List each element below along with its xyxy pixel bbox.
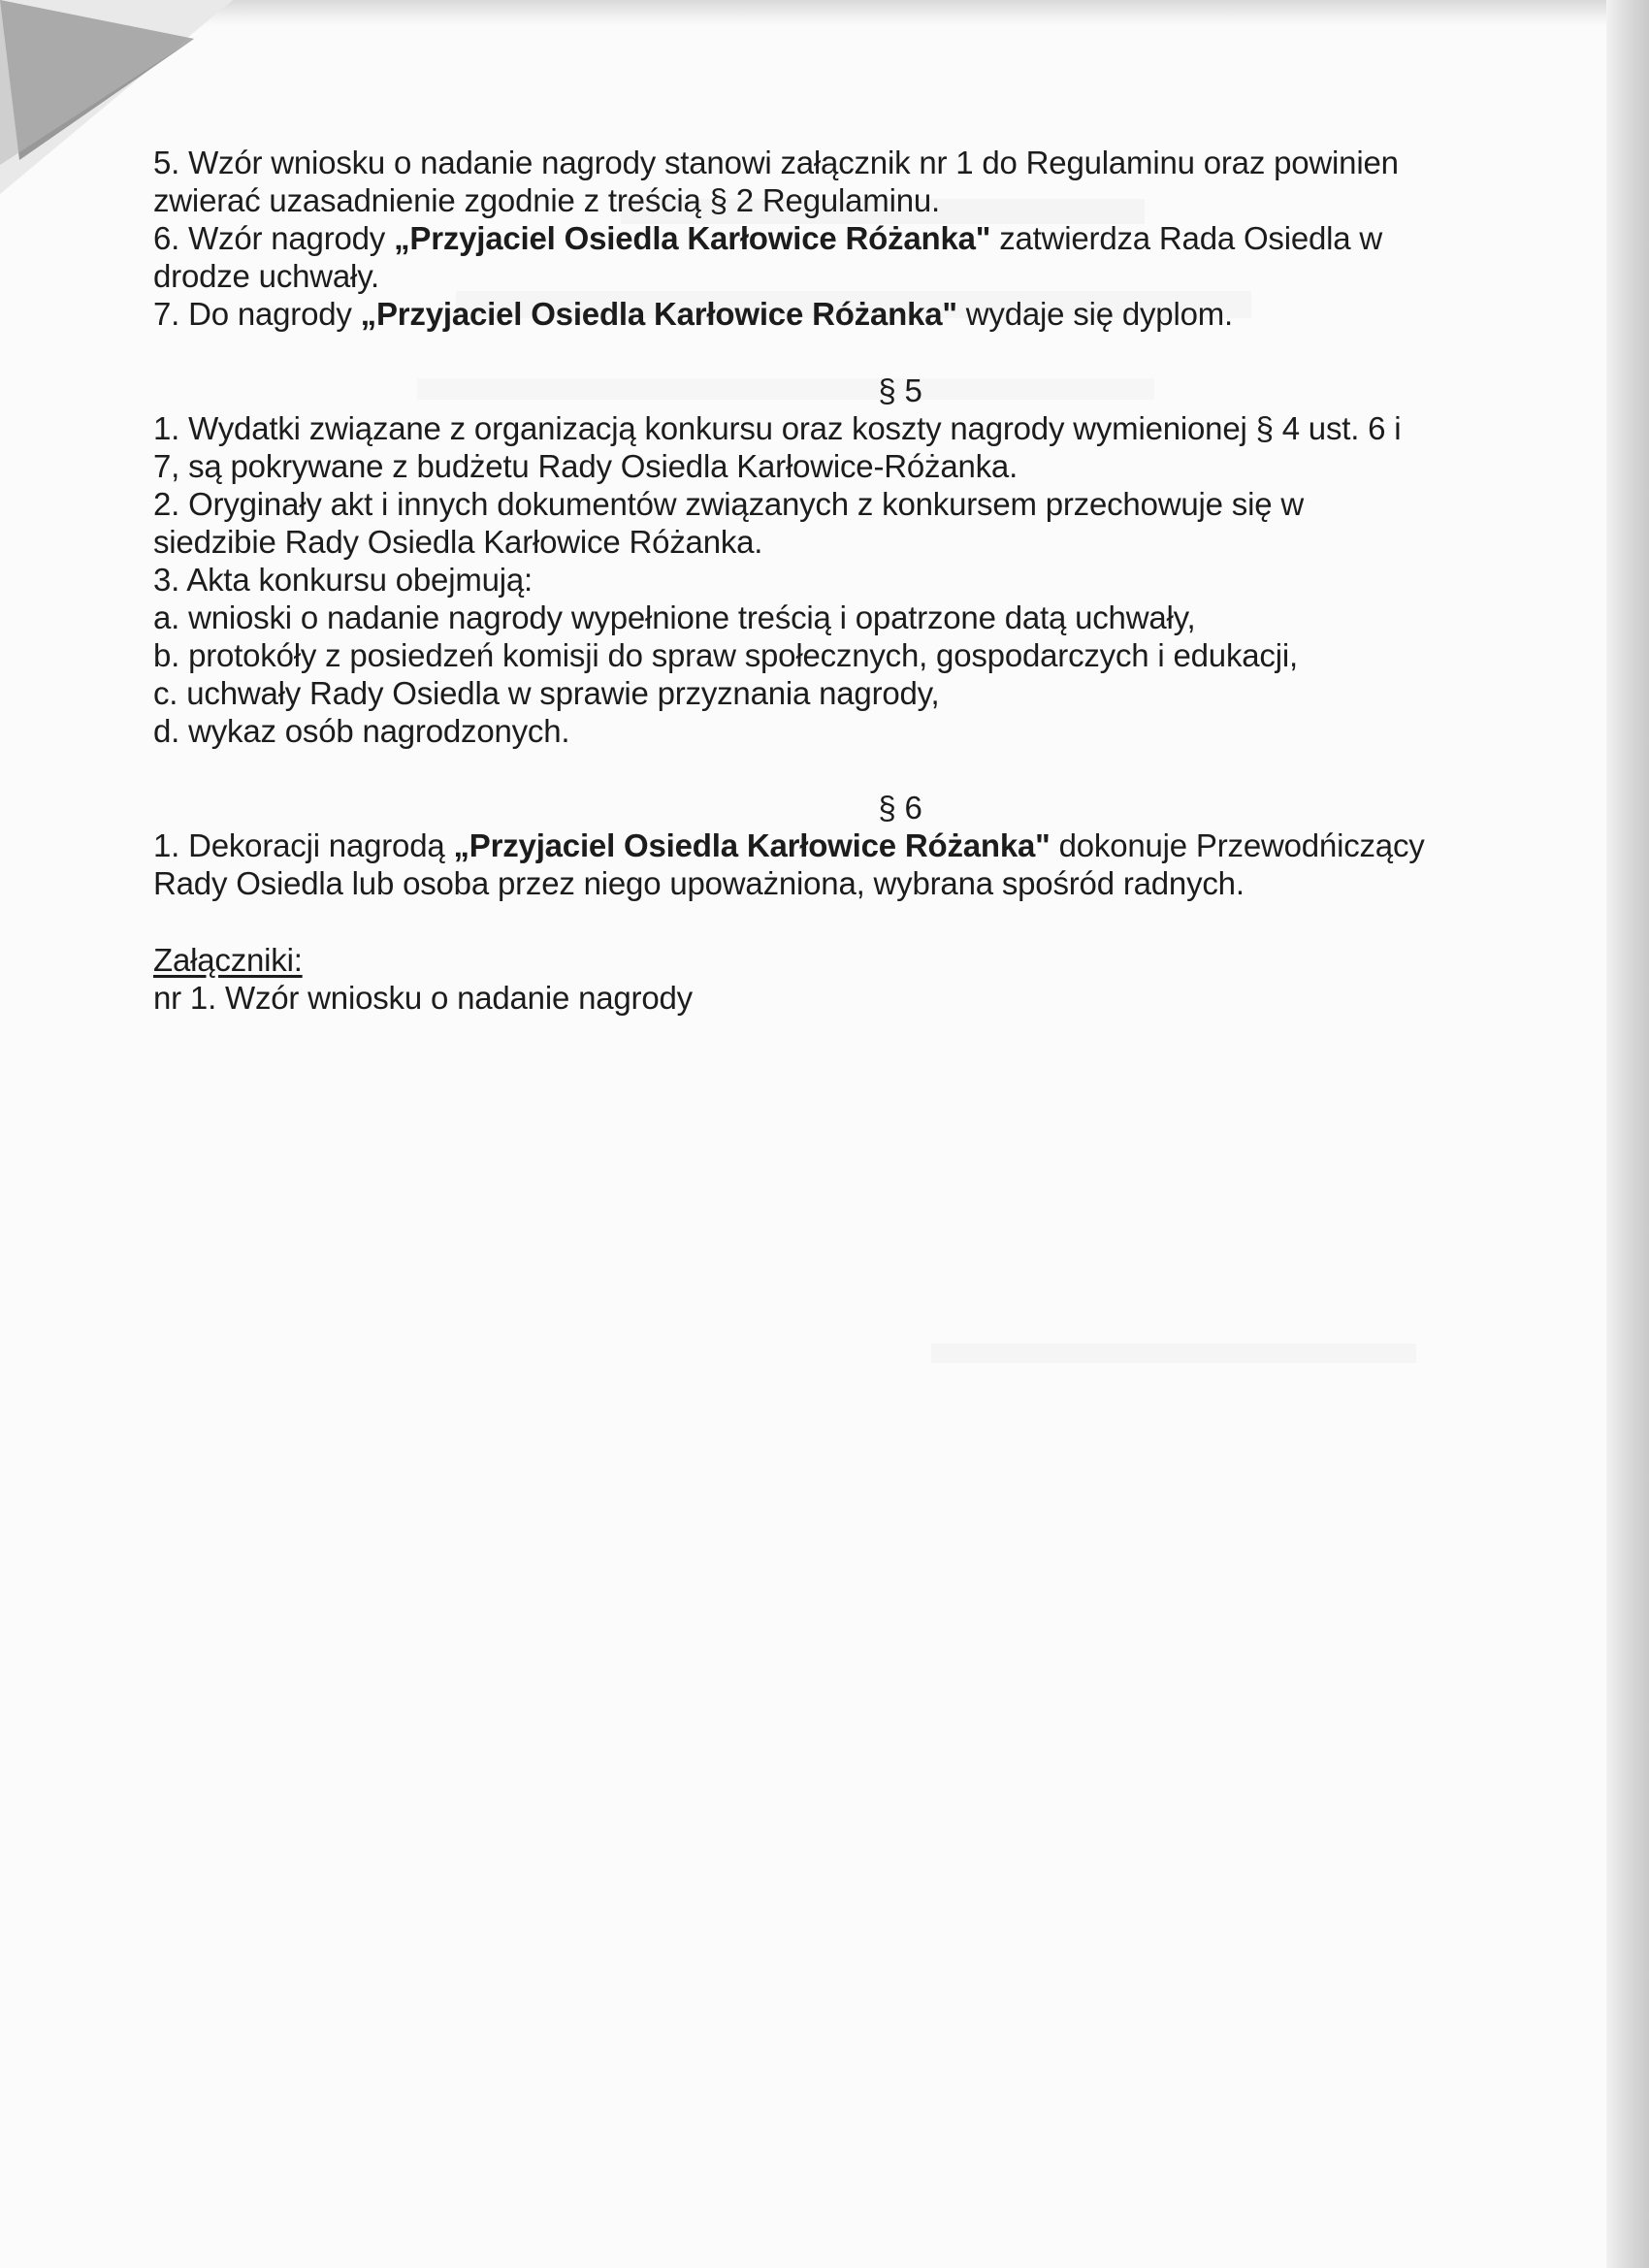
section4-item6-line2: drodze uchwały. (153, 258, 380, 294)
award-name: „Przyjaciel Osiedla Karłowice Różanka" (453, 827, 1051, 863)
award-name: „Przyjaciel Osiedla Karłowice Różanka" (360, 296, 957, 332)
section4-item5-line1: 5. Wzór wniosku o nadanie nagrody stanowi załącznik nr 1 do Regulaminu oraz powinien (153, 145, 1399, 180)
scan-top-shadow (0, 0, 1649, 25)
award-name: „Przyjaciel Osiedla Karłowice Różanka" (394, 220, 991, 256)
section5-item3-c: c. uchwały Rady Osiedla w sprawie przyznania nagrody, (153, 675, 940, 711)
section4-item5 (153, 144, 1472, 219)
section6-item1-prefix: 1. Dekoracji nagrodą (153, 827, 454, 863)
attachments-title: Załączniki: (153, 942, 303, 978)
section5-item3: 3. Akta konkursu obejmują: (153, 562, 534, 598)
section4-item7-prefix: 7. Do nagrody (153, 296, 361, 332)
bleed-through-line (931, 1344, 1416, 1363)
section5-heading: § 5 (878, 373, 922, 408)
section4-item6-prefix: 6. Wzór nagrody (153, 220, 395, 256)
section4-item7-suffix: wydaje się dyplom. (956, 296, 1233, 332)
section5-item2 (153, 485, 1472, 561)
section6-item1-suffix: dokonuje Przewodńiczący (1050, 827, 1425, 863)
section5-item3-a: a. wnioski o nadanie nagrody wypełnione treścią i opatrzone datą uchwały, (153, 599, 1196, 635)
section6-heading: § 6 (878, 790, 922, 826)
section4-item5-line2: zwierać uzasadnienie zgodnie z treścią § 2 Regulaminu. (153, 182, 940, 218)
section4-item6 (153, 219, 1472, 295)
section5-item1-line2: 7, są pokrywane z budżetu Rady Osiedla Karłowice-Różanka. (153, 448, 1018, 484)
attachment-item-1: nr 1. Wzór wniosku o nadanie nagrody (153, 980, 693, 1016)
section5-item3-d: d. wykaz osób nagrodzonych. (153, 713, 570, 749)
section6-item1 (153, 826, 1472, 902)
section4-item7 (153, 295, 1472, 333)
document-body (153, 144, 1472, 1017)
section4-item6-suffix: zatwierdza Rada Osiedla w (990, 220, 1383, 256)
section5-item2-line2: siedzibie Rady Osiedla Karłowice Różanka. (153, 524, 763, 560)
section5-item2-line1: 2. Oryginały akt i innych dokumentów związanych z konkursem przechowuje się w (153, 486, 1304, 522)
section5-item1 (153, 409, 1472, 485)
section5-item1-line1: 1. Wydatki związane z organizacją konkursu oraz koszty nagrody wymienionej § 4 ust. 6 i (153, 410, 1402, 446)
section6-item1-line2: Rady Osiedla lub osoba przez niego upoważniona, wybrana spośród radnych. (153, 865, 1245, 901)
section5-item3-b: b. protokóły z posiedzeń komisji do spraw społecznych, gospodarczych i edukacji, (153, 637, 1298, 673)
scan-right-edge (1606, 0, 1649, 2268)
